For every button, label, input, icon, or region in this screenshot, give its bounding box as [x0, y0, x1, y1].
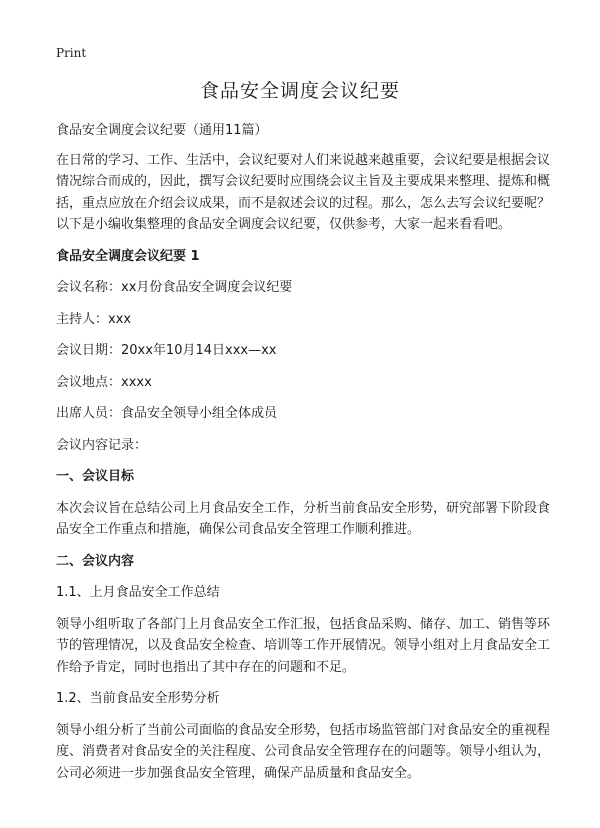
print-link[interactable]: Print — [56, 46, 87, 60]
document-subtitle: 食品安全调度会议纪要（通用11篇） — [56, 123, 268, 138]
record-label: 会议内容记录： — [56, 437, 148, 453]
meeting-name-field: 会议名称：xx月份食品安全调度会议纪要 — [56, 280, 293, 295]
part2-heading: 二、会议内容 — [56, 553, 135, 569]
host-field: 主持人：xxx — [56, 311, 132, 327]
page-title: 食品安全调度会议纪要 — [199, 80, 400, 102]
section-heading: 食品安全调度会议纪要 1 — [56, 248, 200, 264]
document-body — [56, 120, 550, 784]
location-field: 会议地点：xxxx — [56, 374, 152, 390]
part1-body: 本次会议旨在总结公司上月食品安全工作，分析当前食品安全形势，研究部署下阶段食品安全工作重点和措施，确保公司食品安全管理工作顺利推进。 — [56, 500, 551, 537]
part1-heading: 一、会议目标 — [56, 469, 135, 484]
intro-paragraph: 在日常的学习、工作、生活中，会议纪要对人们来说越来越重要，会议纪要是根据会议情况综合而成的，因此，撰写会议纪要时应围绕会议主旨及主要成果来整理、提炼和概括，重点应放在介绍会议成果，而不是叙述会议的过程。那么，怎么去写会议纪要呢？以下是小编收集整理的食品安全调度会议纪要，仅供参考，大家一起来看看吧。 — [56, 152, 551, 232]
sub1-body: 领导小组听取了各部门上月食品安全工作汇报，包括食品采购、储存、加工、销售等环节的管理情况，以及食品安全检查、培训等工作开展情况。领导小组对上月食品安全工作给予肯定，同时也指出了其中存在的问题和不足。 — [56, 616, 551, 675]
sub1-heading: 1.1、上月食品安全工作总结 — [56, 585, 220, 600]
sub2-heading: 1.2、当前食品安全形势分析 — [56, 691, 220, 706]
sub2-body: 领导小组分析了当前公司面临的食品安全形势，包括市场监管部门对食品安全的重视程度、消费者对食品安全的关注程度、公司食品安全管理存在的问题等。领导小组认为，公司必须进一步加强食品安全管理，确保产品质量和食品安全。 — [56, 722, 551, 781]
attendees-field: 出席人员：食品安全领导小组全体成员 — [56, 406, 278, 421]
date-field: 会议日期：20xx年10月14日xxx—xx — [56, 343, 277, 358]
